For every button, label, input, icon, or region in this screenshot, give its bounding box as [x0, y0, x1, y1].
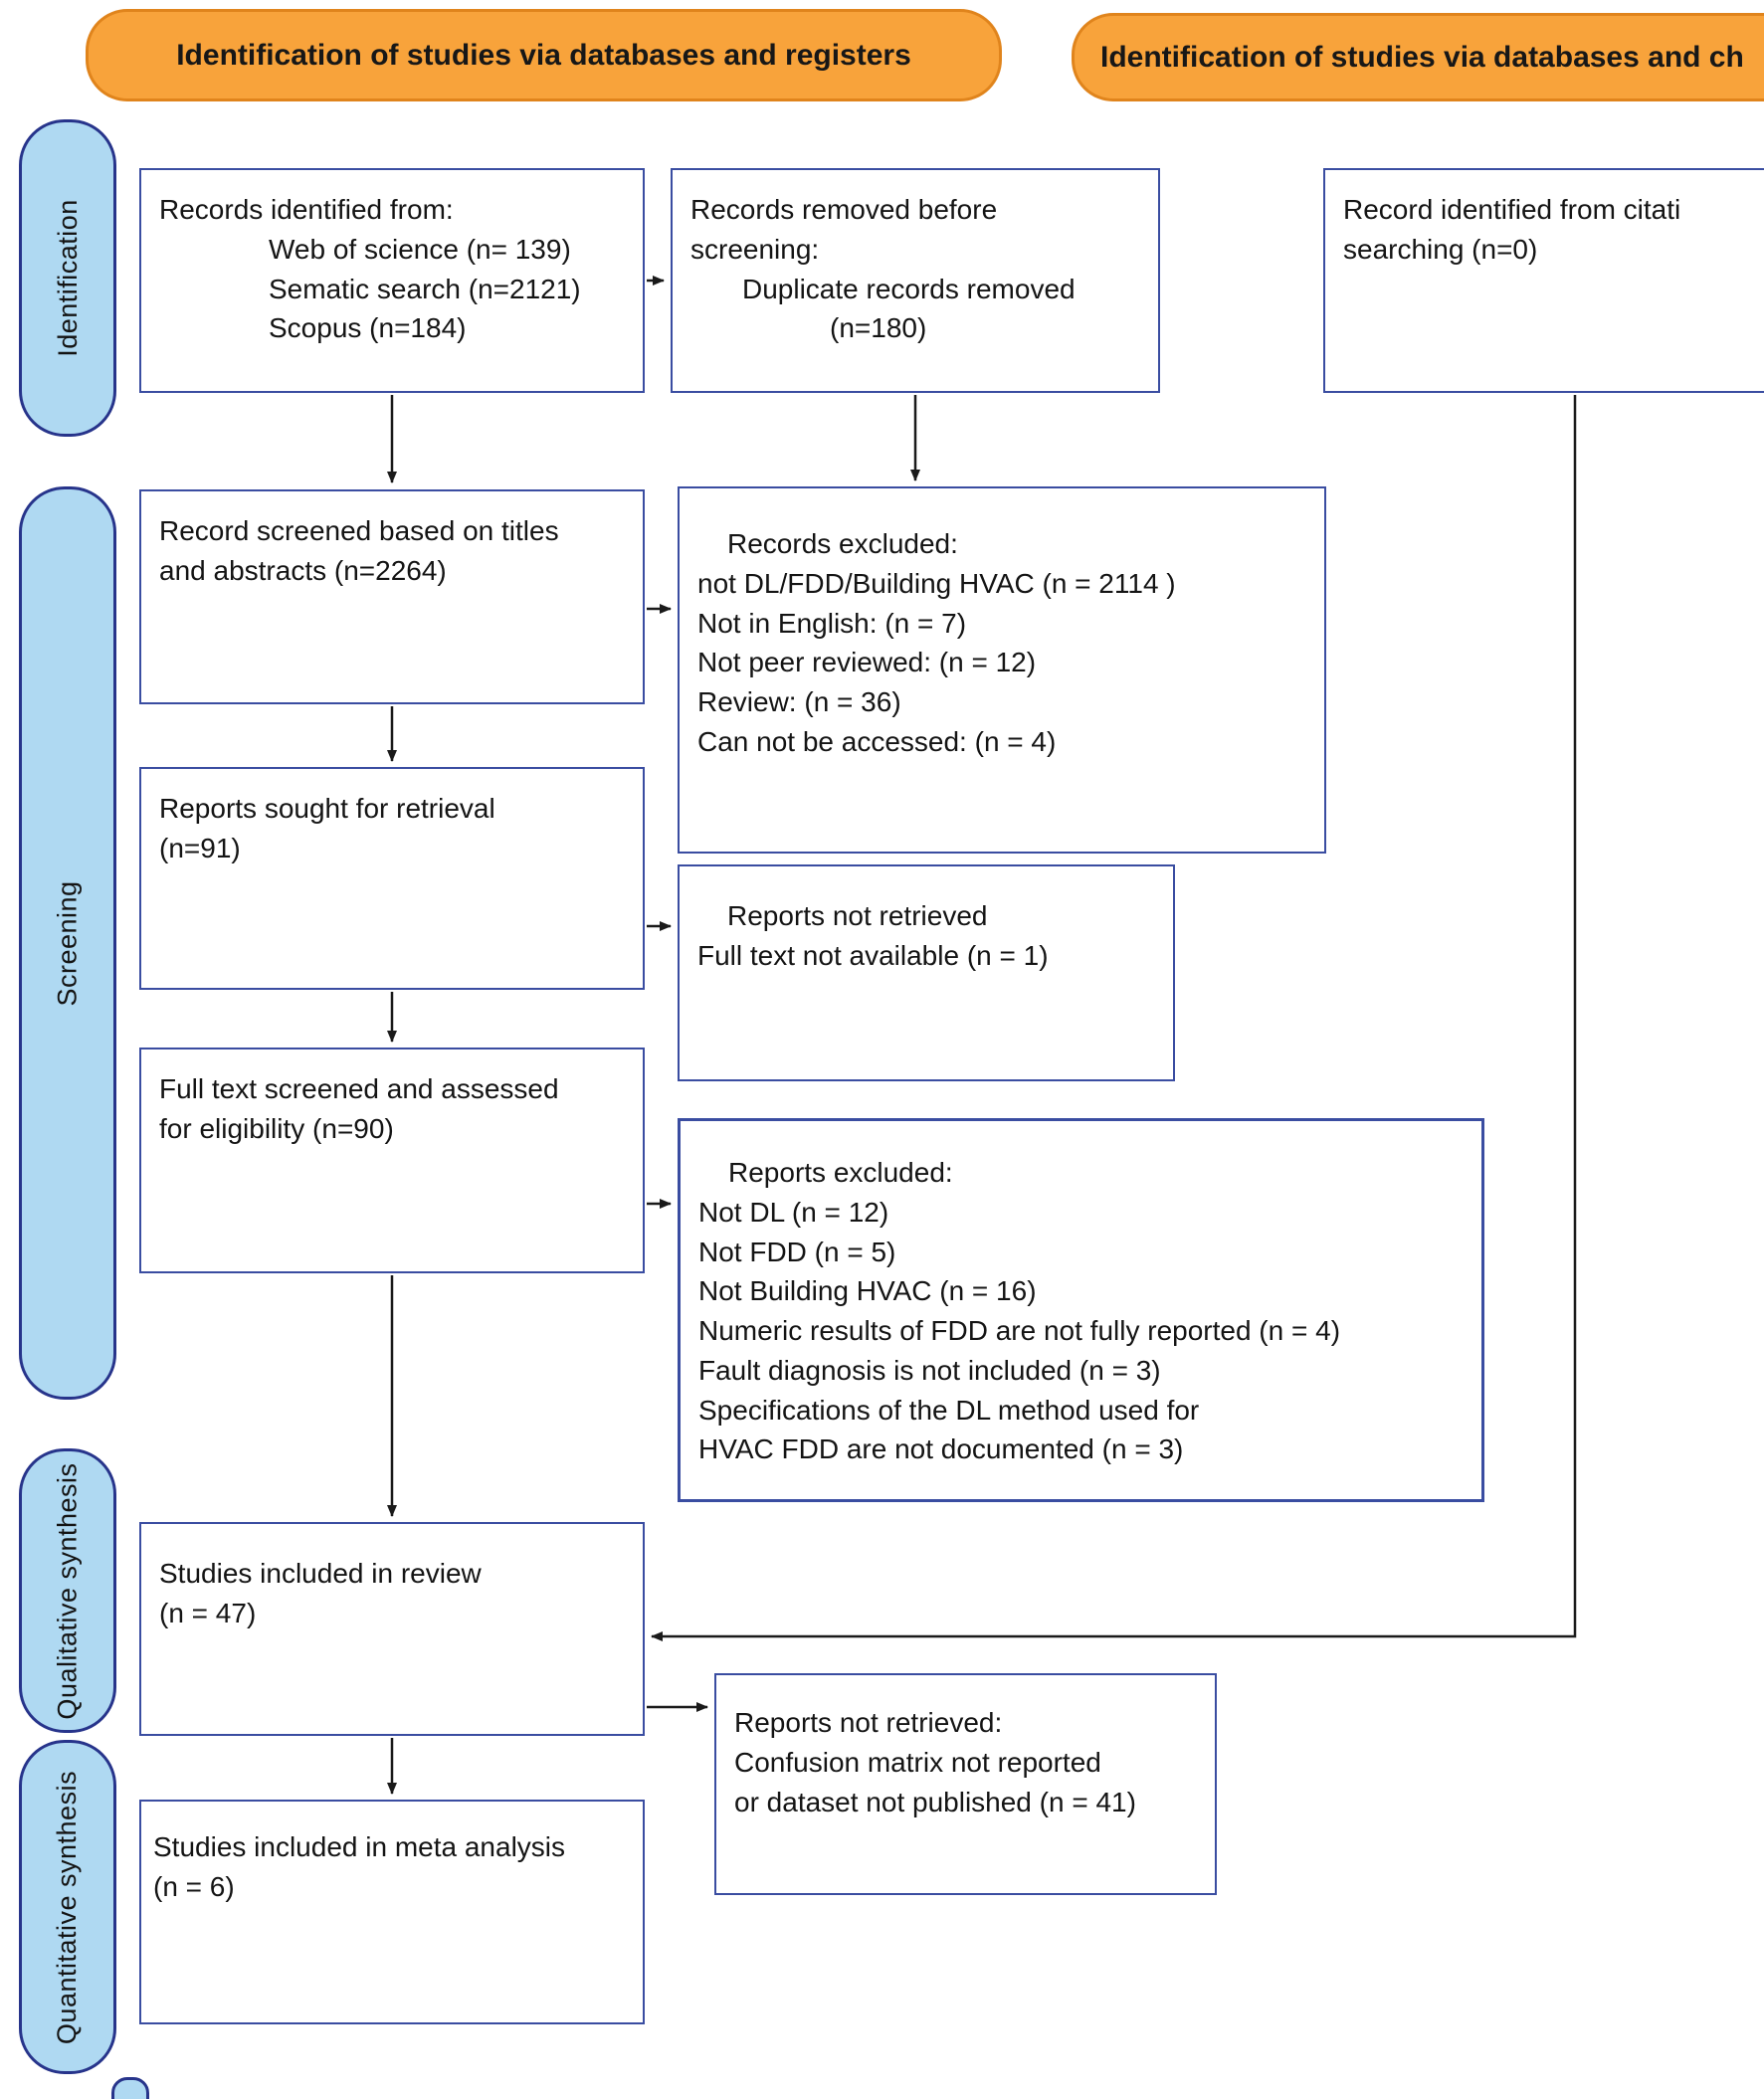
- records-excluded-title: Records excluded:: [727, 528, 958, 559]
- citation-searching-line1: Record identified from citati: [1343, 194, 1681, 225]
- stage-screening: [19, 486, 116, 1400]
- full-text-screened-line2: for eligibility (n=90): [159, 1112, 394, 1144]
- records-removed-line4: (n=180): [830, 312, 927, 344]
- not-retrieved-meta-line3: or dataset not published (n = 41): [734, 1786, 1136, 1817]
- box-records-identified: [139, 168, 645, 393]
- records-excluded-reason-2: Not in English: (n = 7): [697, 607, 967, 639]
- full-text-screened-line1: Full text screened and assessed: [159, 1073, 559, 1104]
- records-excluded-reason-5: Can not be accessed: (n = 4): [697, 725, 1057, 757]
- stage-screening-label: Screening: [52, 879, 83, 1007]
- box-records-excluded: [678, 486, 1326, 854]
- not-retrieved-meta-line2: Confusion matrix not reported: [734, 1746, 1101, 1778]
- box-records-screened: [139, 489, 645, 704]
- records-identified-source-1: Web of science (n= 139): [269, 233, 571, 265]
- reports-excluded-reason-3: Not Building HVAC (n = 16): [698, 1275, 1037, 1307]
- reports-not-retrieved-line1: Reports not retrieved: [727, 900, 988, 931]
- reports-excluded-reason-1: Not DL (n = 12): [698, 1196, 889, 1228]
- stage-identification: [19, 119, 116, 437]
- included-meta-line2: (n = 6): [153, 1870, 235, 1902]
- records-screened-line1: Record screened based on titles: [159, 515, 559, 546]
- records-identified-source-3: Scopus (n=184): [269, 312, 467, 344]
- included-review-line1: Studies included in review: [159, 1558, 482, 1589]
- reports-excluded-reason-5: Fault diagnosis is not included (n = 3): [698, 1354, 1161, 1386]
- reports-not-retrieved-line2: Full text not available (n = 1): [697, 939, 1049, 971]
- stage-qualitative-synthesis-label: Qualitative synthesis: [52, 1461, 83, 1720]
- box-reports-sought: [139, 767, 645, 990]
- box-included-review: [139, 1522, 645, 1736]
- records-identified-title: Records identified from:: [159, 194, 454, 225]
- reports-sought-line1: Reports sought for retrieval: [159, 793, 495, 824]
- records-identified-source-2: Sematic search (n=2121): [269, 273, 581, 304]
- header-databases-registers-label: Identification of studies via databases and registers: [176, 38, 911, 72]
- records-excluded-reason-1: not DL/FDD/Building HVAC (n = 2114 ): [697, 567, 1176, 599]
- box-not-retrieved-meta: [714, 1673, 1217, 1895]
- reports-excluded-title: Reports excluded:: [728, 1157, 953, 1188]
- records-removed-line3: Duplicate records removed: [742, 273, 1076, 304]
- box-reports-not-retrieved: [678, 864, 1175, 1081]
- box-records-removed: [671, 168, 1160, 393]
- stage-partial-bottom: [111, 2077, 149, 2099]
- not-retrieved-meta-line1: Reports not retrieved:: [734, 1707, 1003, 1738]
- reports-excluded-reason-4: Numeric results of FDD are not fully reported (n = 4): [698, 1315, 1341, 1346]
- box-citation-searching: [1323, 168, 1764, 393]
- header-databases-other-label: Identification of studies via databases and ch: [1100, 40, 1744, 74]
- reports-excluded-reason-2: Not FDD (n = 5): [698, 1236, 896, 1267]
- records-excluded-reason-3: Not peer reviewed: (n = 12): [697, 647, 1037, 678]
- box-included-meta: [139, 1800, 645, 2024]
- box-full-text-screened: [139, 1048, 645, 1273]
- reports-sought-line2: (n=91): [159, 832, 241, 863]
- reports-excluded-reason-6: Specifications of the DL method used for: [698, 1394, 1200, 1426]
- citation-searching-line2: searching (n=0): [1343, 233, 1538, 265]
- header-databases-registers: [86, 9, 1002, 101]
- records-removed-line2: screening:: [690, 233, 820, 265]
- stage-quantitative-synthesis: [19, 1740, 116, 2074]
- records-removed-line1: Records removed before: [690, 194, 998, 225]
- stage-identification-label: Identification: [52, 199, 83, 357]
- stage-qualitative-synthesis: [19, 1448, 116, 1733]
- records-excluded-reason-4: Review: (n = 36): [697, 686, 901, 717]
- included-review-line2: (n = 47): [159, 1597, 257, 1628]
- box-reports-excluded: [678, 1118, 1484, 1502]
- records-screened-line2: and abstracts (n=2264): [159, 554, 447, 586]
- included-meta-line1: Studies included in meta analysis: [153, 1831, 566, 1862]
- reports-excluded-reason-7: HVAC FDD are not documented (n = 3): [698, 1433, 1184, 1465]
- header-databases-other: [1072, 13, 1764, 101]
- stage-quantitative-synthesis-label: Quantitative synthesis: [52, 1770, 83, 2044]
